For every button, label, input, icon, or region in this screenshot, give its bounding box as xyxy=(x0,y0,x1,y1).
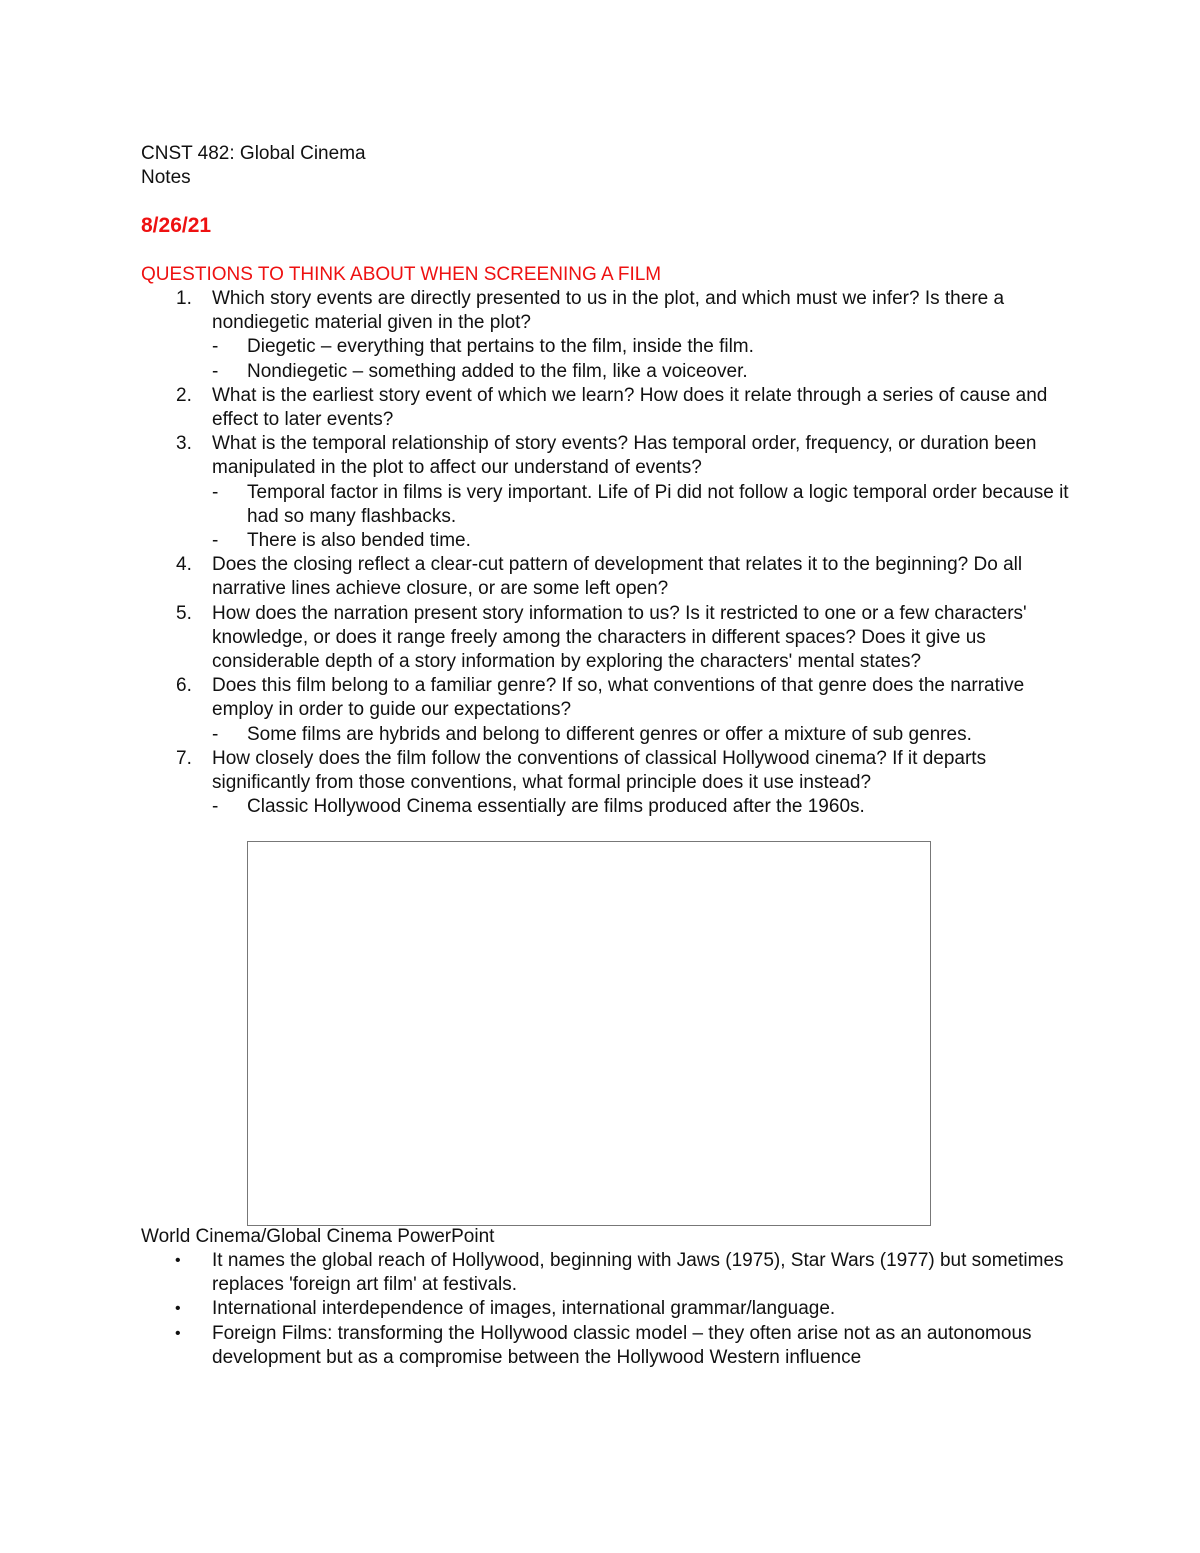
document-header xyxy=(141,142,366,190)
powerpoint-bullets xyxy=(141,1249,1071,1370)
bullet-item xyxy=(141,1297,1071,1321)
note-text: Classic Hollywood Cinema essentially are films produced after the 1960s. xyxy=(247,796,865,818)
bullet-marker: • xyxy=(175,1252,181,1269)
question-text: What is the earliest story event of which we learn? How does it relate through a series of cause and effect to later events? xyxy=(212,384,1048,431)
question-notes xyxy=(212,795,1071,819)
question-item xyxy=(141,384,1071,432)
dash-marker: - xyxy=(212,481,219,503)
note-item xyxy=(212,481,1071,529)
question-number: 3. xyxy=(176,433,192,455)
question-number: 6. xyxy=(176,675,192,697)
bullet-text: It names the global reach of Hollywood, beginning with Jaws (1975), Star Wars (1977) but sometimes replaces 'foreign art film' at festivals. xyxy=(212,1250,1064,1296)
question-text: How closely does the film follow the conventions of classical Hollywood cinema? If it departs significantly from those conventions, what formal principle does it use instead? xyxy=(212,747,987,794)
question-item xyxy=(141,602,1071,675)
question-text: What is the temporal relationship of story events? Has temporal order, frequency, or duration been manipulated in the plot to affect our understand of events? xyxy=(212,433,1037,479)
note-item xyxy=(212,795,1071,819)
dash-marker: - xyxy=(212,336,219,358)
question-number: 7. xyxy=(176,747,192,769)
bullet-text: Foreign Films: transforming the Hollywood classic model – they often arise not as an autonomous development but as a compromise between the Hollywood Western influence xyxy=(212,1322,1032,1368)
question-item xyxy=(141,674,1071,747)
question-notes xyxy=(212,481,1071,554)
note-item xyxy=(212,360,1071,384)
bullet-item xyxy=(141,1249,1071,1297)
question-item xyxy=(141,553,1071,601)
powerpoint-heading: World Cinema/Global Cinema PowerPoint xyxy=(141,1226,495,1247)
question-number: 5. xyxy=(176,602,192,624)
question-number: 4. xyxy=(176,554,192,576)
note-text: Some films are hybrids and belong to different genres or offer a mixture of sub genres. xyxy=(247,723,972,745)
question-notes xyxy=(212,723,1071,747)
questions-list xyxy=(141,287,1071,819)
question-number: 2. xyxy=(176,384,192,406)
question-number: 1. xyxy=(176,288,192,309)
question-text: Does this film belong to a familiar genre? If so, what conventions of that genre does the narrative employ in order to guide our expectations? xyxy=(212,675,1025,721)
bullet-text: International interdependence of images, international grammar/language. xyxy=(212,1298,836,1320)
question-text: Which story events are directly presented to us in the plot, and which must we infer? Is there a nondiegetic material given in the plot? xyxy=(212,288,1005,334)
image-placeholder-frame xyxy=(247,841,931,1226)
question-item xyxy=(141,287,1071,384)
note-item xyxy=(212,529,1071,553)
question-notes xyxy=(212,335,1071,383)
question-text: How does the narration present story information to us? Is it restricted to one or a few characters' knowledge, or does it range freely among the characters in different spaces? Does it give us considerable depth of a story information by exploring the characters' mental states? xyxy=(212,602,1027,673)
dash-marker: - xyxy=(212,723,219,745)
dash-marker: - xyxy=(212,530,219,552)
document-subtitle: Notes xyxy=(141,167,191,189)
dash-marker: - xyxy=(212,360,219,382)
bullet-marker: • xyxy=(175,1324,181,1342)
question-item xyxy=(141,747,1071,820)
note-item xyxy=(212,723,1071,747)
note-item xyxy=(212,335,1071,359)
question-item xyxy=(141,432,1071,553)
note-text: Nondiegetic – something added to the film, like a voiceover. xyxy=(247,360,748,382)
note-text: Temporal factor in films is very important. Life of Pi did not follow a logic temporal order because it had so many flashbacks. xyxy=(247,481,1069,527)
note-text: Diegetic – everything that pertains to the film, inside the film. xyxy=(247,336,754,358)
notes-date: 8/26/21 xyxy=(141,214,212,237)
bullet-item xyxy=(141,1322,1071,1370)
course-title: CNST 482: Global Cinema xyxy=(141,143,366,164)
bullet-marker: • xyxy=(175,1300,181,1318)
dash-marker: - xyxy=(212,796,219,818)
question-text: Does the closing reflect a clear-cut pattern of development that relates it to the beginning? Do all narrative lines achieve closure, or are some left open? xyxy=(212,554,1023,600)
questions-heading: QUESTIONS TO THINK ABOUT WHEN SCREENING A FILM xyxy=(141,264,662,285)
note-text: There is also bended time. xyxy=(247,530,471,552)
